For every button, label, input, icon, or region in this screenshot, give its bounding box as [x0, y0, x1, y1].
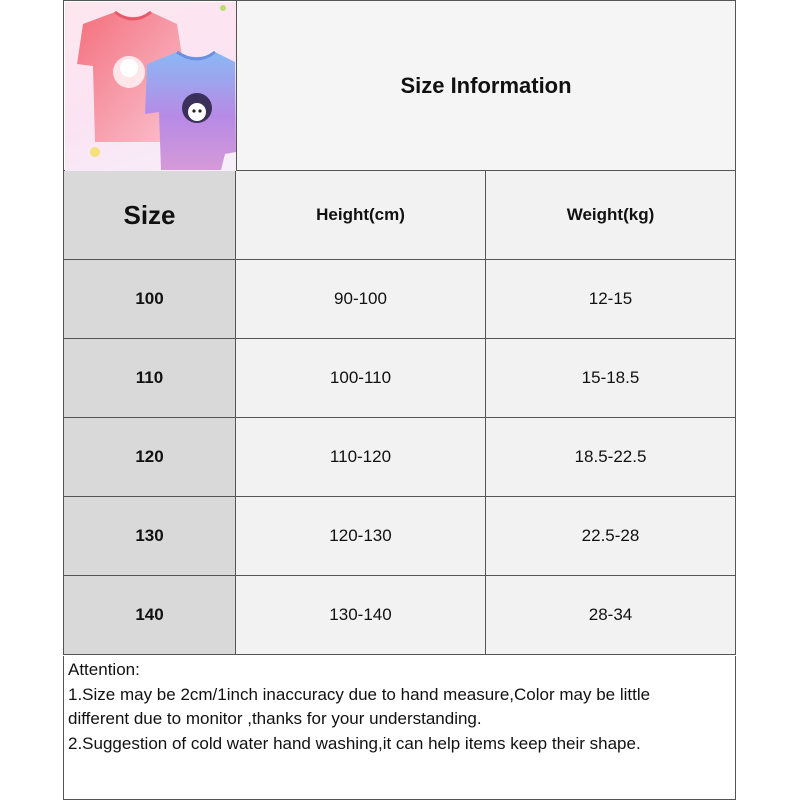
product-image	[65, 2, 236, 171]
size-cell: 120	[64, 418, 236, 496]
table-row	[64, 260, 735, 339]
weight-cell: 15-18.5	[486, 339, 735, 417]
weight-cell: 18.5-22.5	[486, 418, 735, 496]
weight-cell: 28-34	[486, 576, 735, 654]
column-header-size: Size	[64, 171, 236, 259]
size-cell: 130	[64, 497, 236, 575]
height-cell: 100-110	[236, 339, 486, 417]
table-row	[64, 497, 735, 576]
chart-header	[63, 0, 736, 171]
size-cell: 110	[64, 339, 236, 417]
size-chart	[63, 0, 736, 800]
height-cell: 110-120	[236, 418, 486, 496]
page-title: Size Information	[400, 72, 572, 98]
title-cell	[236, 1, 735, 170]
table-row	[64, 339, 735, 418]
table-row	[64, 418, 735, 497]
notes-line: 1.Size may be 2cm/1inch inaccuracy due to hand measure,Color may be little	[68, 684, 651, 704]
height-cell: 120-130	[236, 497, 486, 575]
notes-line: different due to monitor ,thanks for your understanding.	[68, 709, 482, 728]
size-cell: 140	[64, 576, 236, 654]
sweatshirts-illustration	[65, 2, 236, 171]
size-cell: 100	[64, 260, 236, 338]
weight-cell: 22.5-28	[486, 497, 735, 575]
table-header-row	[64, 171, 735, 260]
column-header-weight: Weight(kg)	[486, 171, 735, 259]
height-cell: 130-140	[236, 576, 486, 654]
attention-notes	[63, 656, 736, 800]
weight-cell: 12-15	[486, 260, 735, 338]
notes-line: 2.Suggestion of cold water hand washing,it can help items keep their shape.	[68, 733, 641, 753]
size-table	[63, 171, 736, 655]
table-row	[64, 576, 735, 655]
height-cell: 90-100	[236, 260, 486, 338]
notes-heading: Attention:	[68, 660, 140, 679]
column-header-height: Height(cm)	[236, 171, 486, 259]
